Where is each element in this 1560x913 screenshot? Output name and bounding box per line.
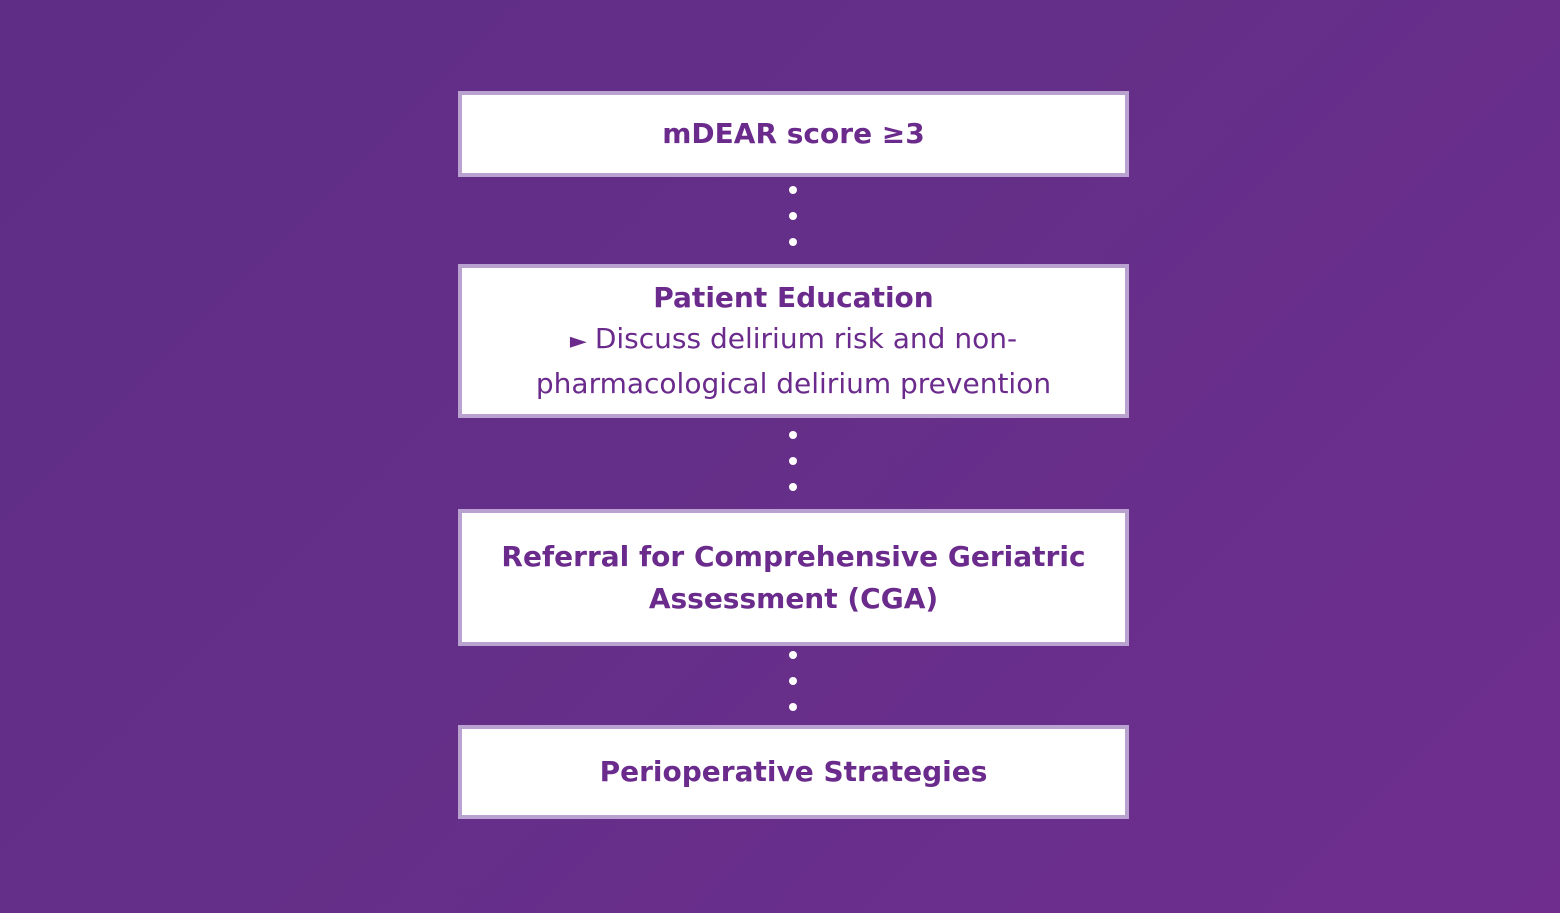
triangle-bullet-icon: ► [569, 328, 587, 354]
connector-dot [789, 677, 797, 685]
step-body [494, 318, 1094, 405]
step-box-patient-education [458, 264, 1129, 418]
step-box-cga-referral [458, 509, 1129, 646]
connector-dot [789, 238, 797, 246]
connector-dot [789, 186, 797, 194]
step-title: Patient Education [653, 280, 934, 314]
step-title: Referral for Comprehensive Geriatric Assessment (CGA) [501, 539, 1086, 615]
step-body-text: Discuss delirium risk and non-pharmacological delirium prevention [535, 321, 1052, 400]
step-box-mdear-score [458, 91, 1129, 177]
step-title: Perioperative Strategies [599, 755, 988, 788]
connector-dot [789, 703, 797, 711]
connector-dot [789, 431, 797, 439]
connector-dot [789, 483, 797, 491]
connector-dot [789, 212, 797, 220]
step-box-perioperative-strategies [458, 725, 1129, 819]
connector-dot [789, 651, 797, 659]
step-title: mDEAR score ≥3 [662, 117, 925, 150]
connector-dot [789, 457, 797, 465]
